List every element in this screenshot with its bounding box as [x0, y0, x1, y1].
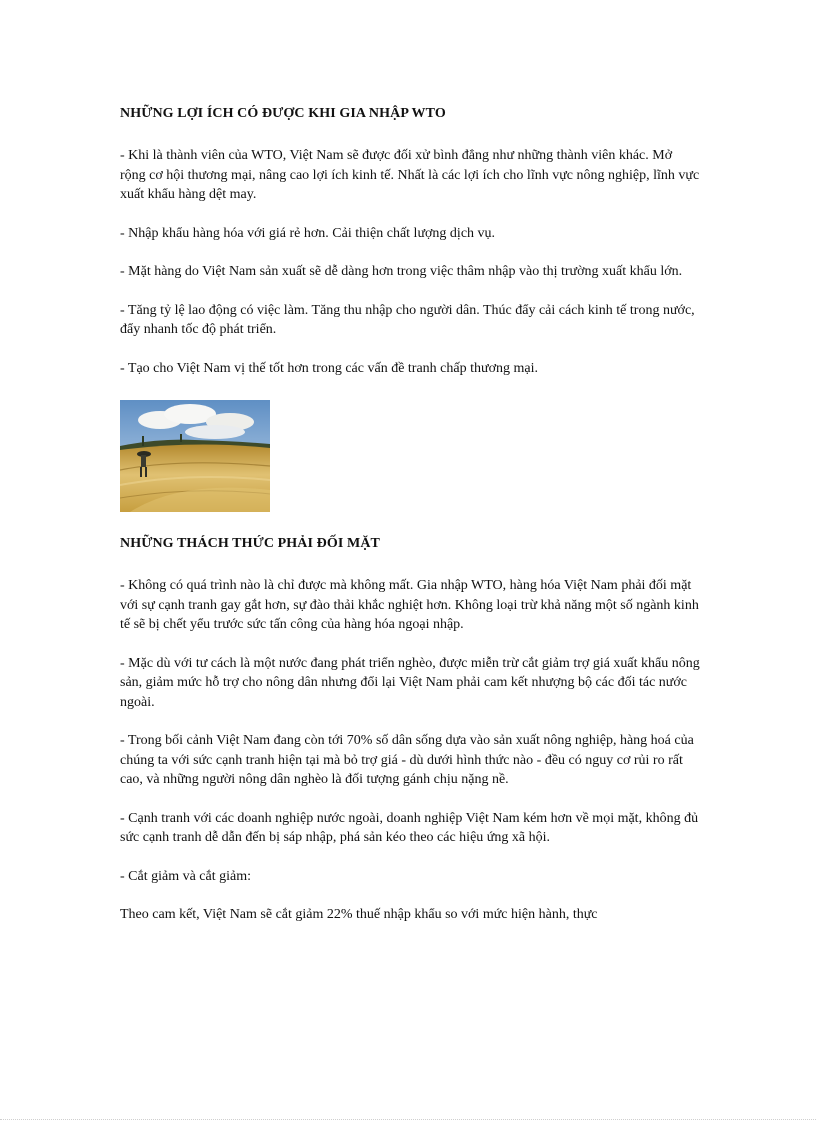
benefit-paragraph: - Khi là thành viên của WTO, Việt Nam sẽ được đối xử bình đẳng như những thành viên khác. Mở rộng cơ hội thương mại, nâng cao lợi ích kinh tế. Nhất là các lợi ích cho lĩnh vực nông nghiệp, lĩnh vực xuất khẩu hàng dệt may. [120, 148, 700, 202]
benefit-paragraph: - Mặt hàng do Việt Nam sản xuất sẽ dễ dàng hơn trong việc thâm nhập vào thị trường xuất khẩu lớn. [120, 264, 683, 279]
rice-field-photo-icon [120, 400, 270, 512]
challenge-paragraph: - Cắt giảm và cắt giảm: [120, 868, 252, 884]
challenge-paragraph: - Không có quá trình nào là chỉ được mà không mất. Gia nhập WTO, hàng hóa Việt Nam phải đối mặt với sự cạnh tranh gay gắt hơn, sự đào thải khắc nghiệt hơn. Không loại trừ khả năng một số ngành kinh tế sẽ bị chết yểu trước sức tấn công của hàng hóa ngoại nhập. [120, 578, 699, 632]
challenge-paragraph: - Cạnh tranh với các doanh nghiệp nước ngoài, doanh nghiệp Việt Nam kém hơn về mọi mặt, không đủ sức cạnh tranh dễ dẫn đến bị sáp nhập, phá sản kéo theo các hiệu ứng xã hội. [120, 810, 699, 845]
challenge-paragraph: - Trong bối cảnh Việt Nam đang còn tới 70% số dân sống dựa vào sản xuất nông nghiệp, hàng hoá của chúng ta với sức cạnh tranh hiện tại mà bỏ trợ giá - dù dưới hình thức nào - đều có nguy cơ rủi ro rất cao, và những người nông dân nghèo là đối tượng gánh chịu nặng nề. [120, 733, 694, 787]
page-bottom-divider [0, 1119, 816, 1120]
challenge-paragraph: - Mặc dù với tư cách là một nước đang phát triển nghèo, được miễn trừ cắt giảm trợ giá xuất khẩu nông sản, giảm mức hỗ trợ cho nông dân nhưng đổi lại Việt Nam phải cam kết nhượng bộ các đối tác nước ngoài. [120, 655, 700, 710]
section-title-challenges: NHỮNG THÁCH THỨC PHẢI ĐỐI MẶT [120, 536, 380, 551]
document-page [120, 104, 700, 925]
challenge-paragraph: Theo cam kết, Việt Nam sẽ cắt giảm 22% thuế nhập khẩu so với mức hiện hành, thực [120, 907, 598, 922]
rice-field-photo [120, 400, 270, 512]
benefit-paragraph: - Tạo cho Việt Nam vị thế tốt hơn trong các vấn đề tranh chấp thương mại. [120, 360, 538, 376]
benefit-paragraph: - Nhập khẩu hàng hóa với giá rẻ hơn. Cải thiện chất lượng dịch vụ. [120, 225, 496, 241]
section-title-benefits: NHỮNG LỢI ÍCH CÓ ĐƯỢC KHI GIA NHẬP WTO [120, 106, 446, 121]
benefit-paragraph: - Tăng tỷ lệ lao động có việc làm. Tăng thu nhập cho người dân. Thúc đẩy cải cách kinh tế trong nước, đẩy nhanh tốc độ phát triển. [120, 302, 695, 337]
